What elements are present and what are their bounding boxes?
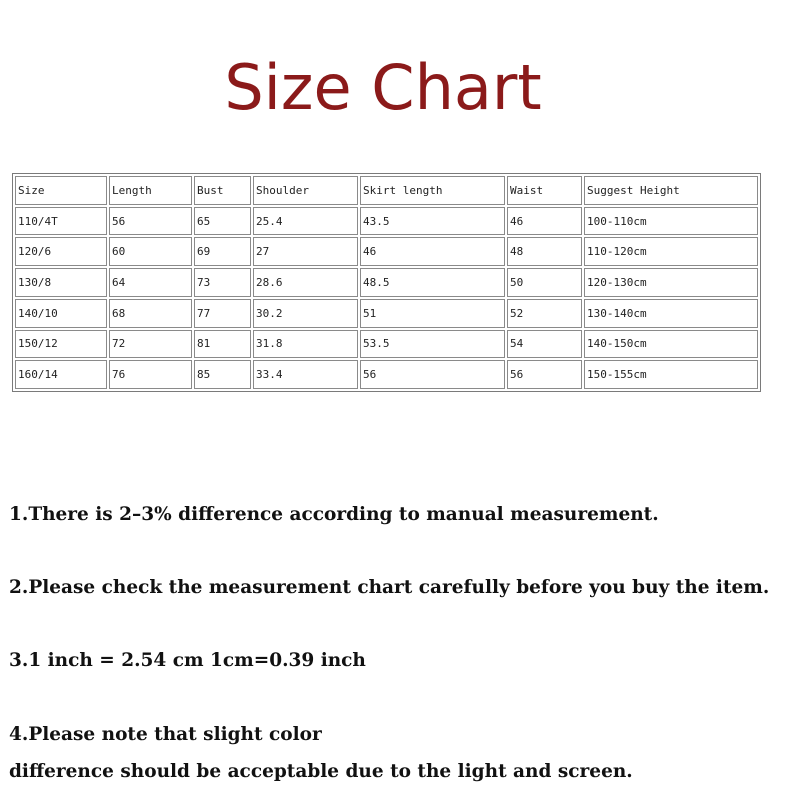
table-cell: 85 xyxy=(194,360,251,389)
table-cell: 48 xyxy=(507,237,582,266)
table-cell: 31.8 xyxy=(253,330,358,359)
note-4-line-2: difference should be acceptable due to the light and screen. xyxy=(9,761,633,782)
table-cell: 60 xyxy=(109,237,192,266)
note-1: 1.There is 2–3% difference according to manual measurement. xyxy=(9,504,659,525)
table-cell: 77 xyxy=(194,299,251,328)
table-cell: 48.5 xyxy=(360,268,505,297)
table-cell: 25.4 xyxy=(253,207,358,236)
note-2: 2.Please check the measurement chart carefully before you buy the item. xyxy=(9,577,770,598)
table-cell: 130-140cm xyxy=(584,299,758,328)
table-cell: 43.5 xyxy=(360,207,505,236)
table-cell: 81 xyxy=(194,330,251,359)
table-row xyxy=(15,299,758,328)
table-cell: 160/14 xyxy=(15,360,107,389)
table-cell: 56 xyxy=(360,360,505,389)
page-title: Size Chart xyxy=(224,51,542,124)
table-cell: 54 xyxy=(507,330,582,359)
table-cell: 27 xyxy=(253,237,358,266)
table-header-row xyxy=(15,176,758,205)
table-body xyxy=(15,176,758,389)
note-4-line-1: 4.Please note that slight color xyxy=(9,724,322,745)
header-cell: Bust xyxy=(194,176,251,205)
table-cell: 50 xyxy=(507,268,582,297)
header-cell: Skirt length xyxy=(360,176,505,205)
table-row xyxy=(15,360,758,389)
table-cell: 56 xyxy=(507,360,582,389)
note-3: 3.1 inch = 2.54 cm 1cm=0.39 inch xyxy=(9,650,366,671)
table-cell: 73 xyxy=(194,268,251,297)
table-row xyxy=(15,268,758,297)
table-cell: 53.5 xyxy=(360,330,505,359)
table-cell: 46 xyxy=(360,237,505,266)
table-cell: 56 xyxy=(109,207,192,236)
table-row xyxy=(15,237,758,266)
table-row xyxy=(15,330,758,359)
size-table-frame xyxy=(12,173,761,392)
table-cell: 30.2 xyxy=(253,299,358,328)
table-cell: 28.6 xyxy=(253,268,358,297)
header-cell: Waist xyxy=(507,176,582,205)
table-cell: 120-130cm xyxy=(584,268,758,297)
table-cell: 68 xyxy=(109,299,192,328)
table-cell: 52 xyxy=(507,299,582,328)
table-cell: 76 xyxy=(109,360,192,389)
table-cell: 140/10 xyxy=(15,299,107,328)
table-cell: 51 xyxy=(360,299,505,328)
table-cell: 150-155cm xyxy=(584,360,758,389)
header-cell: Length xyxy=(109,176,192,205)
header-cell: Size xyxy=(15,176,107,205)
table-cell: 110/4T xyxy=(15,207,107,236)
table-cell: 72 xyxy=(109,330,192,359)
table-row xyxy=(15,207,758,236)
table-cell: 120/6 xyxy=(15,237,107,266)
table-cell: 150/12 xyxy=(15,330,107,359)
table-cell: 100-110cm xyxy=(584,207,758,236)
table-cell: 110-120cm xyxy=(584,237,758,266)
table-cell: 65 xyxy=(194,207,251,236)
table-cell: 140-150cm xyxy=(584,330,758,359)
table-cell: 130/8 xyxy=(15,268,107,297)
size-table xyxy=(13,174,760,391)
table-cell: 46 xyxy=(507,207,582,236)
table-cell: 69 xyxy=(194,237,251,266)
table-cell: 33.4 xyxy=(253,360,358,389)
header-cell: Shoulder xyxy=(253,176,358,205)
header-cell: Suggest Height xyxy=(584,176,758,205)
table-cell: 64 xyxy=(109,268,192,297)
